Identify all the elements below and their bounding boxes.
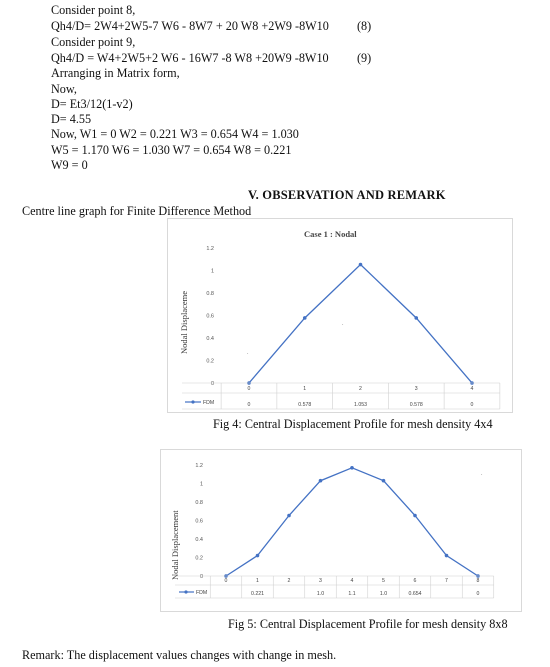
x-category-label: 1 [303,386,307,392]
y-tick-label: 0 [199,574,203,580]
x-category-label: 7 [445,578,448,584]
data-point [319,479,323,483]
table-value-cell: 0 [470,402,474,408]
text-line: W9 = 0 [51,158,88,172]
data-point [287,514,291,518]
graph-intro: Centre line graph for Finite Difference Method [22,204,252,218]
y-tick-label: 0.6 [206,313,214,320]
x-category-label: 2 [359,386,362,392]
x-category-label: 3 [414,386,418,392]
text-line: Consider point 8, [51,3,136,17]
data-point [350,466,354,470]
x-category-label: 6 [413,578,417,584]
equation-number: (8) [357,19,372,33]
table-value-cell: 1.0 [316,591,325,597]
figure4-caption: Fig 4: Central Displacement Profile for mesh density 4x4 [213,417,493,431]
y-tick-label: 1 [210,268,214,275]
y-tick-label: 0.2 [195,555,203,562]
y-tick-label: 1.2 [206,246,214,252]
table-value-cell: 0 [247,402,251,408]
text-line: D= Et3/12(1-v2) [51,97,133,111]
data-point [382,479,386,483]
data-point [414,316,418,320]
table-value-cell: 1.1 [348,591,356,597]
table-value-cell: 0.654 [408,591,422,597]
x-category-label: 1 [256,578,259,584]
text-line: Now, [51,82,77,96]
text-line: Arranging in Matrix form, [51,66,180,80]
stray-mark: . [247,350,249,356]
table-value-cell: 0.578 [298,402,312,408]
legend [185,400,214,406]
x-category-label: 3 [319,578,322,584]
figure5-caption: Fig 5: Central Displacement Profile for mesh density 8x8 [228,617,508,631]
data-point [359,263,363,267]
y-tick-label: 0 [210,381,214,387]
text-line: Consider point 9, [51,35,136,49]
y-tick-label: 1 [199,481,203,488]
x-category-label: 5 [382,578,385,584]
y-tick-label: 0.4 [195,537,203,543]
y-tick-label: 0.4 [206,336,214,342]
table-value-cell: 0.578 [409,402,423,408]
equation-9: Qh4/D = W4+2W5+2 W6 - 16W7 -8 W8 +20W9 -8W10 [51,51,329,65]
table-value-cell: 1.053 [354,402,367,408]
y-axis-label: Nodal Displaceme [179,290,189,354]
x-category-label: 4 [470,386,474,392]
y-tick-label: 0.8 [206,291,214,297]
stray-mark: . [342,321,344,327]
chart-mesh-8x8 [160,449,522,612]
data-point [256,554,260,558]
text-line: Now, W1 = 0 W2 = 0.221 W3 = 0.654 W4 = 1.030 [51,127,299,141]
y-tick-label: 1.2 [195,463,203,469]
x-category-label: 2 [287,578,291,584]
y-tick-label: 0.6 [195,518,203,525]
series-line-fdm [249,265,472,383]
data-point [413,514,417,518]
y-axis-label: Nodal Displacement [170,510,180,580]
text-line: D= 4.55 [51,112,92,126]
chart-title: Case 1 : Nodal [304,229,357,239]
legend [179,590,207,596]
table-value-cell: 0.221 [251,591,264,597]
equation-number: (9) [357,51,372,65]
data-point [445,554,449,558]
data-point [303,316,307,320]
series-line-fdm [226,468,478,576]
text-line: W5 = 1.170 W6 = 1.030 W7 = 0.654 W8 = 0.221 [51,143,292,157]
table-value-cell: 0 [476,591,480,597]
chart-case1-nodal [167,218,513,413]
y-tick-label: 0.2 [206,358,214,365]
x-category-label: 0 [247,386,251,392]
remark: Remark: The displacement values changes with change in mesh. [22,648,337,662]
legend-label-fdm: FDM [196,590,208,596]
legend-label-fdm: FDM [203,400,215,406]
x-category-label: 8 [476,578,480,584]
x-category-label: 0 [224,578,228,584]
section-heading: V. OBSERVATION AND REMARK [248,188,446,202]
x-category-label: 4 [350,578,354,584]
stray-mark: . [481,471,483,477]
table-value-cell: 1.0 [379,591,388,597]
y-tick-label: 0.8 [195,500,203,506]
equation-8: Qh4/D= 2W4+2W5-7 W6 - 8W7 + 20 W8 +2W9 -8W10 [51,19,329,33]
